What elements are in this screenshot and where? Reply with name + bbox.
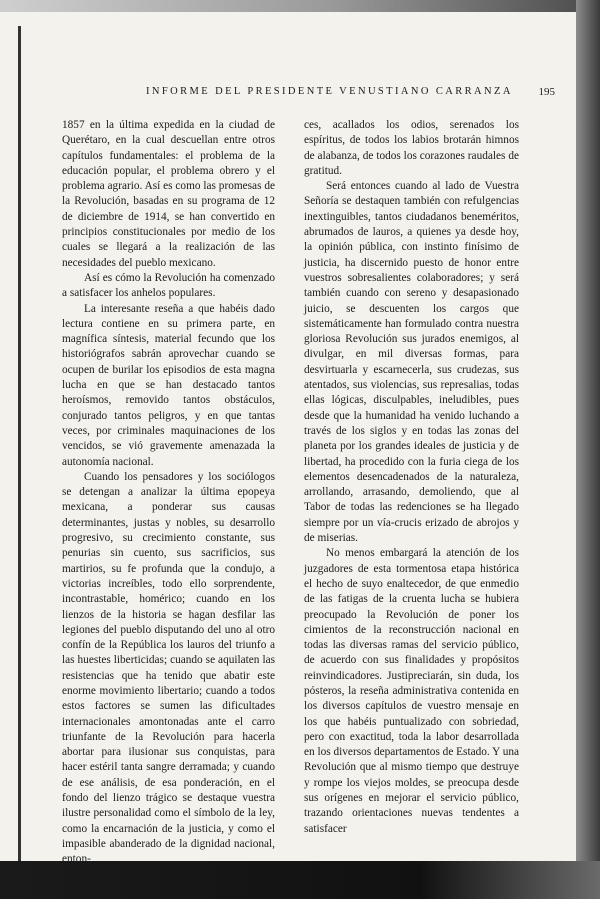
page-header: [60, 86, 555, 104]
paragraph: ces, acallados los odios, serenados los espíritus, de todos los labios brotarán himnos de alabanza, de todos los corazones raudales de gratitud.: [304, 119, 519, 177]
running-title: INFORME DEL PRESIDENTE VENUSTIANO CARRANZA: [146, 86, 513, 97]
paragraph: No menos embargará la atención de los juzgadores de esta tormentosa etapa histórica el hecho de suyo enaltecedor, de que enmedio de las fatigas de la cruenta lucha se hubiera preocupado la Revolución de poner los cimientos de la reconstrucción nacional en todas las diversas ramas del servicio público, de acuerdo con sus finalidades y propósitos reinvindicadores. Justipreciarán, sin duda, los pósteros, la reseña administrativa contenida en los diversos capítulos de vuestro mensaje en los que habéis puntualizado con sobriedad, pero con exactitud, toda la labor desarrollada en los diversos departamentos de Estado. Y una Revolución que al mismo tiempo que destruye y rompe los viejos moldes, se preocupa desde sus orígenes en mejorar el servicio público, trazando orientaciones nuevas tendentes a satisfacer: [304, 547, 520, 835]
left-column: [62, 118, 275, 868]
scan-edge-right: [576, 0, 600, 899]
paragraph: Cuando los pensadores y los sociólogos se detengan a analizar la última epopeya mexicana, a ponderar sus causas determinantes, justas y nobles, su desarrollo progresivo, su crecimiento constante, sus penurias sin cuento, sus sacrificios, sus martirios, su fe profunda que la condujo, a victorias increíbles, todo ello sorprendente, incontrastable, homérico; cuando en los lienzos de la historia se hagan desfilar las legiones del pueblo disputando del uno al otro confín de la República los lauros del triunfo a las huestes liberticidas; cuando se aquilaten las resistencias que ha tenido que abatir este enorme movimiento libertario; cuando a todos estos factores se sumen las dificultades internacionales amontonadas ante el carro triunfante de la Revolución para hacerla abortar para ilusionar sus conquistas, para hacer estéril tanta sangre derramada; y cuando de ese análisis, de esa ponderación, en el fondo del lienzo trágico se destaque vuestra ilustre personalidad como el símbolo de la ley, como la encarnación de la justicia, y como el impasible abanderado de la dignidad nacional, enton-: [62, 470, 275, 866]
page-number: 195: [538, 86, 555, 98]
paragraph: Será entonces cuando al lado de Vuestra Señoría se destaquen también con refulgencias inextinguibles, tantos ciudadanos beneméritos, abrumados de lauros, a quienes ya desde hoy, la opinión pública, con instinto finísimo de justicia, ha discernido puesto de honor entre vuestros sobresalientes colaboradores; y será también cuando con sereno y desapasionado juicio, se descuenten los cargos que sistemáticamente han formulado contra nuestra gloriosa Revolución sus jurados enemigos, al divulgar, en mil diversas formas, para desvirtuarla y escarnecerla, sus crudezas, sus atentados, sus violencias, sus represalias, todas ellas lógicas, disculpables, ineludibles, pues desde que la humanidad ha venido luchando a través de los siglos y en todas las zonas del planeta por los grandes ideales de justicia y de libertad, ha procedido con la furia ciega de los elementos desencadenados de la naturaleza, arrollando, arrasando, demoliendo, que al Tabor de todas las redenciones se ha llegado siempre por un vía-crucis erizado de abrojos y de miserias.: [304, 180, 519, 545]
right-column: [304, 118, 519, 837]
paragraph: La interesante reseña a que habéis dado lectura contiene en su primera parte, en magnífica síntesis, material fecundo que los historiógrafos sabrán aprovechar cuando se ocupen de burilar los episodios de esta magna lucha en que se han destacado tantos heroísmos, removido tantos obstáculos, conjurado tantos peligros, y en que tantas veces, por criminales maquinaciones de los vencidos, se vió gravemente amenazada la autonomía nacional.: [62, 302, 275, 468]
paragraph: 1857 en la última expedida en la ciudad de Querétaro, en la cual descuellan entre otros capítulos fundamentales: el problema de la educación popular, el problema obrero y el problema agrario. Así es como las promesas de la Revolución, basadas en su programa de 12 de diciembre de 1914, se han convertido en principios constitucionales por medio de los cuales se llegará a la realización de las necesidades del pueblo mexicano.: [62, 119, 275, 269]
paragraph: Así es cómo la Revolución ha comenzado a satisfacer los anhelos populares.: [62, 271, 275, 300]
scan-edge-top: [0, 0, 600, 12]
binding-line: [18, 26, 21, 861]
